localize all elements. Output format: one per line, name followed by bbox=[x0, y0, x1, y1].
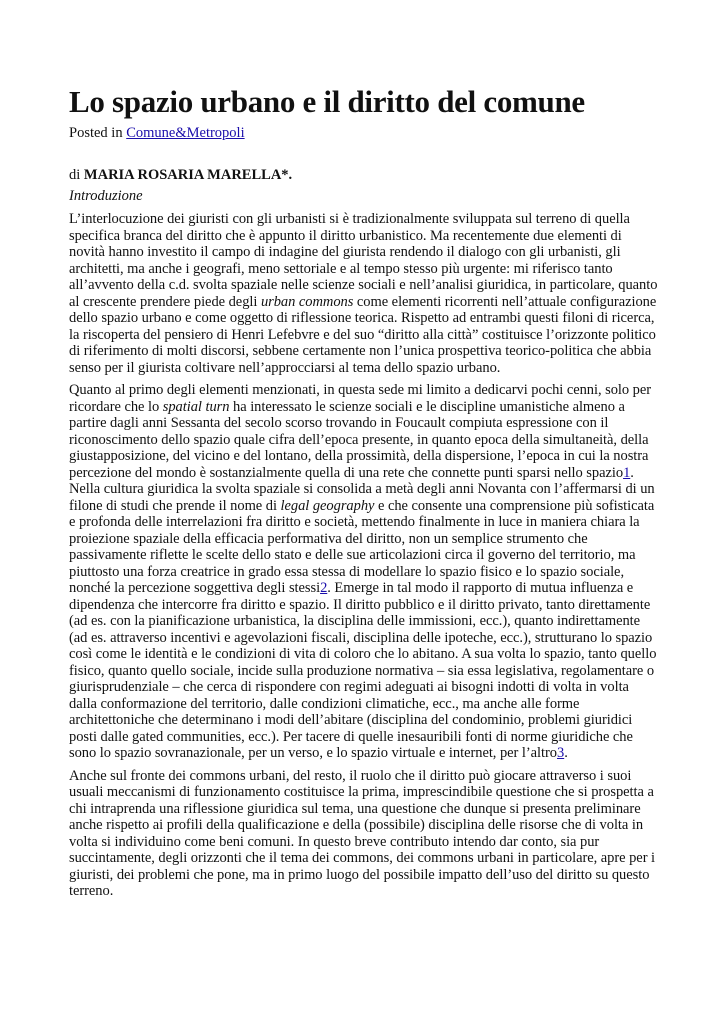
article-title: Lo spazio urbano e il diritto del comune bbox=[69, 84, 585, 119]
p2-emphasis-2: legal geography bbox=[280, 497, 375, 514]
author-name: MARIA ROSARIA MARELLA*. bbox=[83, 167, 293, 183]
category-link[interactable]: Comune&Metropoli bbox=[126, 125, 245, 141]
p2-emphasis-1: spatial turn bbox=[162, 398, 230, 415]
footnote-link-1[interactable]: 1 bbox=[623, 464, 631, 481]
byline bbox=[69, 166, 659, 184]
p2-text-b: ha interessato le scienze sociali e le discipline umanistiche almeno a partire dagli anni Sessanta del secolo scorso trovando in Foucault compiuta espressione con il riconoscimento dello spazio quale cifra dell’epoca presente, in quanto epoca della simultaneità, della giustapposizione, del vicino e del lontano, della prossimità, della dispersione, l’epoca in cui la nostra percezione del mondo è sostanzialmente quella di una rete che connette punti sparsi nello spazio bbox=[69, 398, 649, 481]
paragraph-1 bbox=[69, 211, 659, 376]
p1-text-a: L’interlocuzione dei giuristi con gli urbanisti si è tradizionalmente sviluppata sul terreno di quella specifica branca del diritto che è appunto il diritto urbanistico. Ma recentemente due elementi di novità hanno investito il campo di indagine del giurista rendendo il dialogo con gli urbanisti, gli architetti, ma anche i geografi, meno settoriale e al tempo stesso più urgente: mi riferisco tanto all’avvento della c.d. svolta spaziale nelle scienze sociali e nell’analisi giuridica, in particolare, quanto al crescente prendere piede degli bbox=[69, 211, 658, 310]
article bbox=[69, 84, 659, 900]
section-heading: Introduzione bbox=[69, 188, 143, 204]
byline-prefix: di bbox=[69, 167, 81, 183]
posted-in-line bbox=[69, 124, 659, 142]
footnote-link-2[interactable]: 2 bbox=[320, 580, 328, 596]
p1-text-b: come elementi ricorrenti nell’attuale configurazione dello spazio urbano e come oggetto di riflessione teorica. Rispetto ad entrambi questi filoni di ricerca, la riscoperta del pensiero di Henri Lefebvre e del suo “diritto alla città” costituisce l’orizzonte politico di riferimento di molti discorsi, sebbene certamente non l’unica prospettiva teorico-politica che abbia senso per il giurista coltivare nell’approcciarsi al tema dello spazio urbano. bbox=[69, 293, 657, 376]
footnote-link-3[interactable]: 3 bbox=[556, 745, 565, 761]
posted-prefix: Posted in bbox=[69, 125, 123, 141]
p1-emphasis: urban commons bbox=[260, 293, 354, 310]
p2-text-e: . Emerge in tal modo il rapporto di mutua influenza e dipendenza che intercorre fra diritto e spazio. Il diritto pubblico e il diritto privato, tanto direttamente (ad es. con la pianificazione urbanistica, la disciplina delle immissioni, ecc.), quanto indirettamente (ad es. attraverso incentivi e agevolazioni fiscali, disciplina delle ipoteche, ecc.), strutturano lo spazio così come le identità e le condizioni di vita di coloro che lo abitano. A sua volta lo spazio, tanto quello fisico, quanto quello sociale, incide sulla produzione normativa – sia essa legislativa, regolamentare o giurisprudenziale – che cerca di rispondere con regimi adeguati ai bisogni indotti di volta in volta dalla conformazione del territorio, dalle condizioni climatiche, ecc., ma anche alle forme architettoniche che determinano i modi dell’abitare (disciplina del condominio, problemi giuridici posti dalle gated communities, ecc.). Per tacere di quelle inesauribili fonti di norme giuridiche che sono lo spazio sovranazionale, per un verso, e lo spazio virtuale e internet, per l’altro bbox=[69, 580, 657, 761]
p2-text-a: Quanto al primo degli elementi menzionati, in questa sede mi limito a dedicarvi pochi cenni, solo per ricordare che lo bbox=[69, 382, 652, 415]
p2-text-d: e che consente una comprensione più sofisticata e profonda delle interrelazioni fra diritto e società, mettendo finalmente in luce in maniera chiara la proiezione spaziale della efficacia performativa del diritto, non un semplice strumento che passivamente riflette le scelte dello stato e delle sue articolazioni circa il governo del territorio, ma piuttosto una forza creatrice in grado essa stessa di modellare lo spazio fisico e lo spazio sociale, nonché la percezione soggettiva degli stessi bbox=[69, 497, 655, 596]
p2-text-c: . Nella cultura giuridica la svolta spaziale si consolida a metà degli anni Novanta con l’affermarsi di un filone di studi che prende il nome di bbox=[69, 464, 655, 514]
paragraph-2 bbox=[69, 382, 659, 762]
paragraph-3: Anche sul fronte dei commons urbani, del resto, il ruolo che il diritto può giocare attraverso i suoi usuali meccanismi di funzionamento costituisce la prima, imprescindibile questione che si prospetta a chi intraprenda una riflessione giuridica sul tema, una questione che dunque si presenta preliminare anche rispetto ai profili della qualificazione e della (possibile) disciplina delle risorse che di volta in volta si individuino come beni comuni. In questo breve contributo intendo dar conto, sia pur succintamente, degli orizzonti che il tema dei commons, dei commons urbani in particolare, apre per i giuristi, dei problemi che pone, ma in primo luogo del possibile impatto dell’uso del diritto su questo terreno. bbox=[69, 767, 656, 899]
p2-text-f: . bbox=[564, 745, 568, 761]
